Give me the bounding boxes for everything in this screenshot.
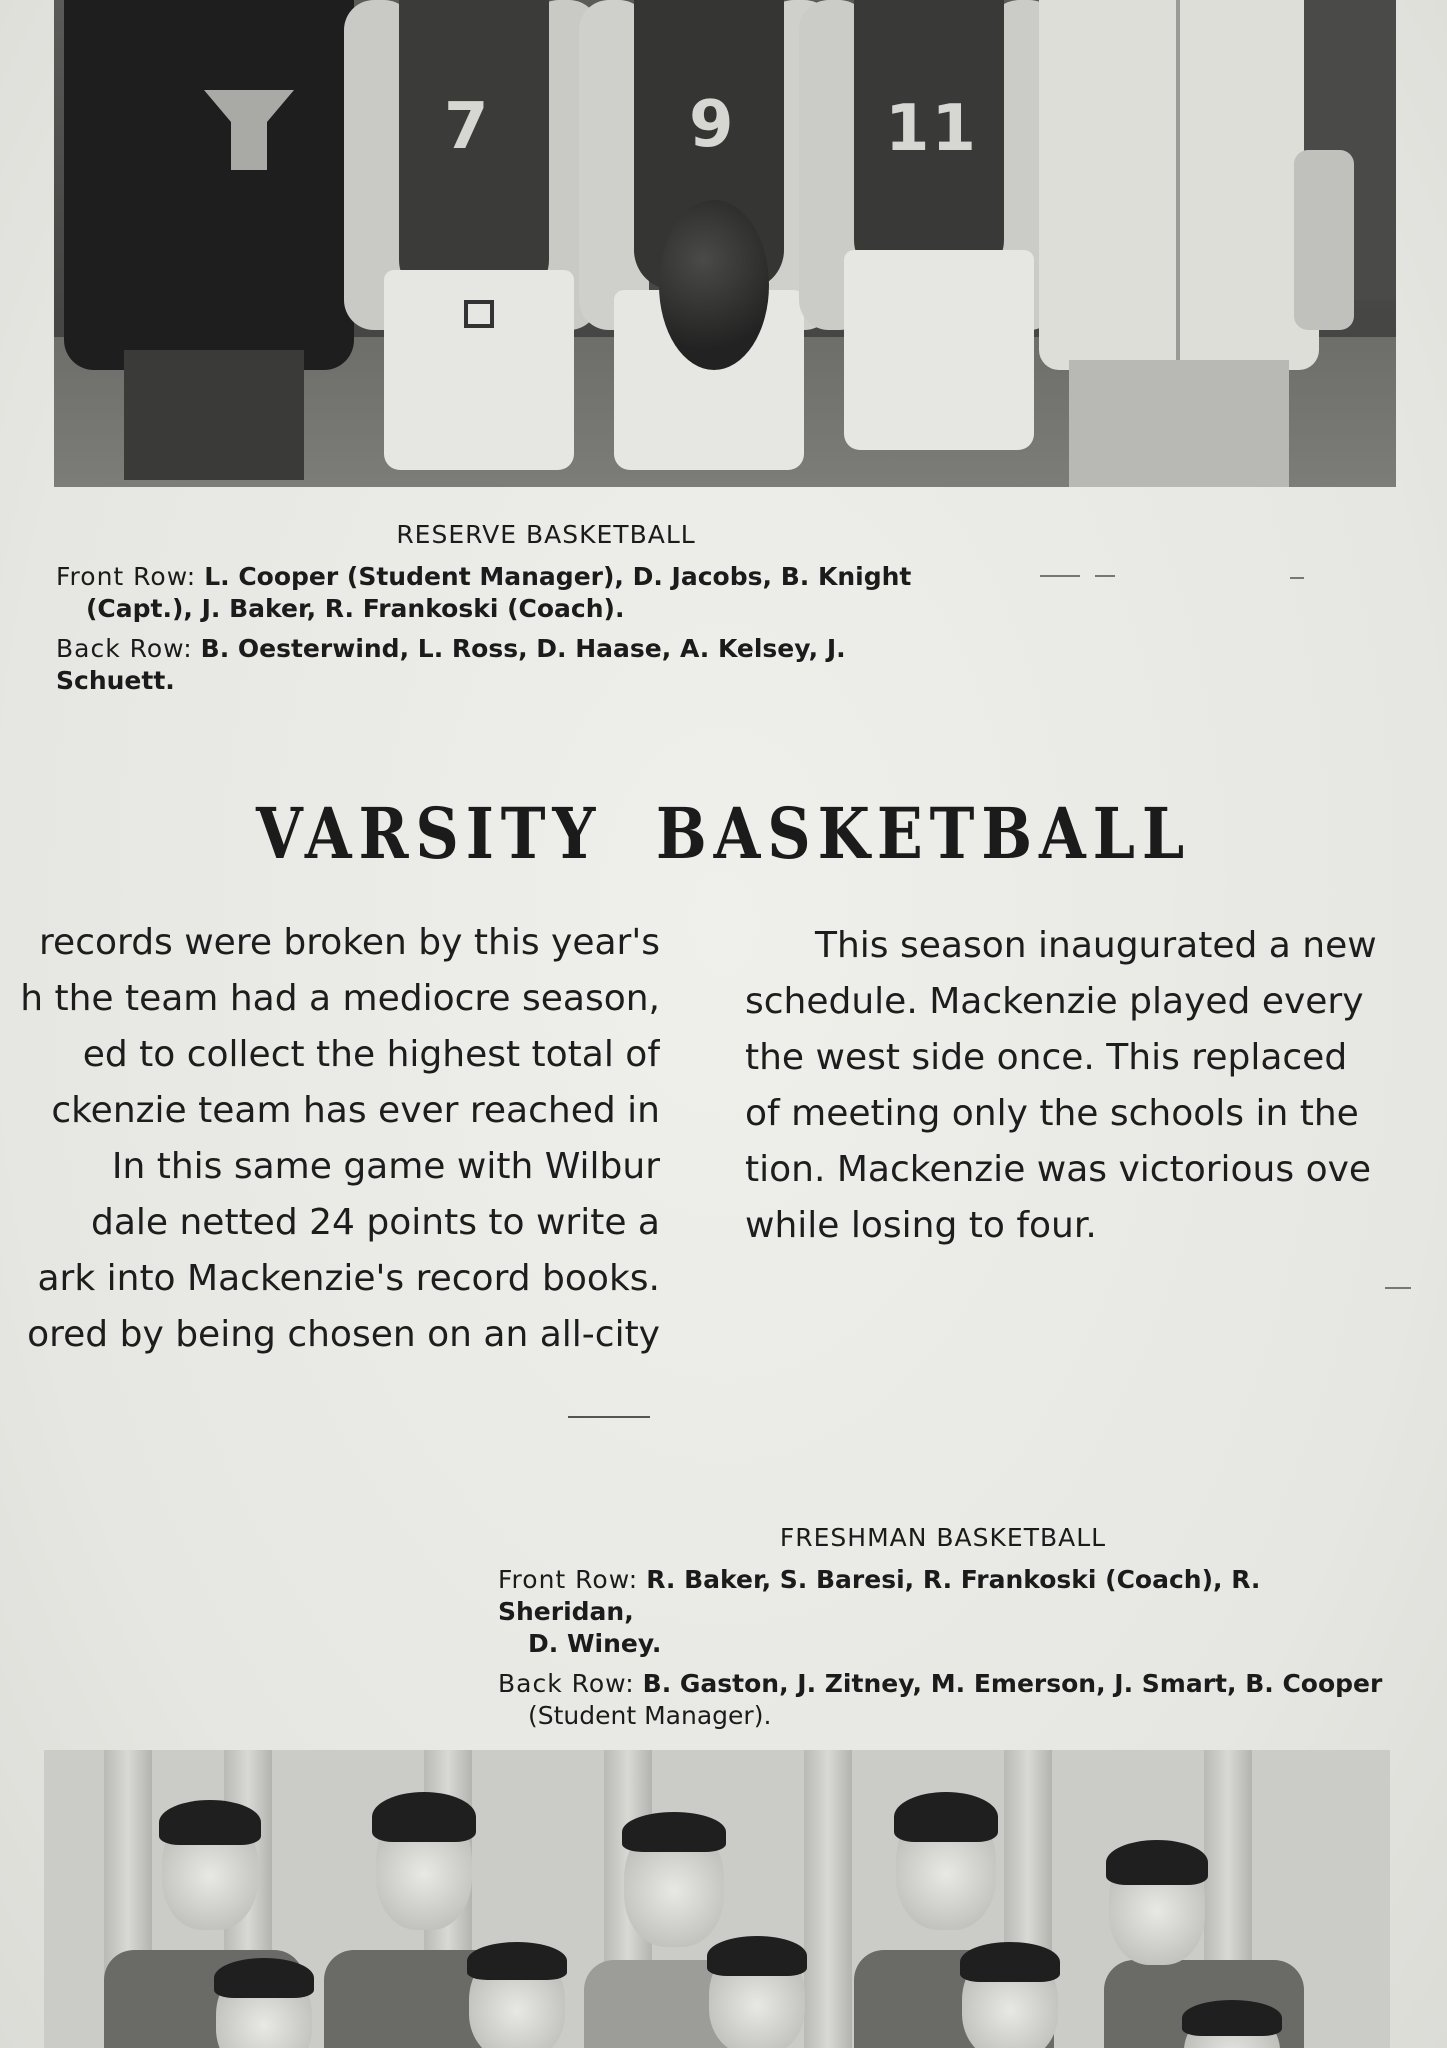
freshman-back-row: [498, 1668, 1388, 1732]
player-hair: [1182, 2000, 1282, 2036]
reserve-front-row: [56, 561, 956, 625]
reserve-team-photo: [54, 0, 1396, 487]
text-line: h the team had a mediocre season,: [20, 978, 660, 1019]
section-divider: [568, 1416, 650, 1418]
text-line: ed to collect the highest total of: [82, 1034, 660, 1075]
text-line: dale netted 24 points to write a: [90, 1202, 660, 1243]
player-partial: [1284, 0, 1396, 487]
freshman-team-photo: [44, 1750, 1390, 2048]
front-row-label: Front Row:: [56, 562, 197, 591]
text-line: of meeting only the schools in the: [745, 1093, 1359, 1134]
player-hair: [707, 1936, 807, 1976]
back-row-label: Back Row:: [56, 634, 193, 663]
front-row-label: Front Row:: [498, 1565, 639, 1594]
player-7: [344, 0, 604, 480]
jersey-number: 9: [689, 88, 736, 162]
freshman-title: FRESHMAN BASKETBALL: [779, 1523, 1107, 1552]
front-row-names-cont: D. Winey.: [528, 1629, 662, 1658]
freshman-caption: [498, 1523, 1388, 1732]
text-line: schedule. Mackenzie played every: [745, 981, 1364, 1022]
front-row-names-cont: (Capt.), J. Baker, R. Frankoski (Coach).: [86, 594, 625, 623]
section-headline: VARSITY BASKETBALL: [255, 792, 1192, 875]
text-line: tion. Mackenzie was victorious ove: [745, 1149, 1372, 1190]
text-line: ckenzie team has ever reached in: [51, 1090, 660, 1131]
right-column-text: [745, 918, 1447, 1254]
player-hair: [894, 1792, 998, 1842]
back-row-label: Back Row:: [498, 1669, 635, 1698]
jersey-number: 7: [444, 90, 491, 164]
curtain-fold: [804, 1750, 852, 2048]
basketball: [659, 200, 769, 370]
freshman-front-row: [498, 1564, 1388, 1660]
text-line: This season inaugurated a new: [815, 925, 1377, 966]
text-line: In this same game with Wilbur: [111, 1146, 660, 1187]
coach-hair: [622, 1812, 726, 1852]
back-row-names-cont: (Student Manager).: [528, 1701, 772, 1730]
text-line: ored by being chosen on an all-city: [27, 1314, 660, 1355]
text-line: records were broken by this year's: [39, 922, 660, 963]
player-hair: [1106, 1840, 1208, 1885]
text-line: while losing to four.: [745, 1205, 1097, 1246]
player-hair: [467, 1942, 567, 1980]
player-hair: [214, 1958, 314, 1998]
player-hair: [372, 1792, 476, 1842]
reserve-title: RESERVE BASKETBALL: [396, 520, 696, 549]
text-line: the west side once. This replaced: [745, 1037, 1348, 1078]
front-row-names: L. Cooper (Student Manager), D. Jacobs, B. Knight: [204, 562, 912, 591]
jersey-number: 11: [885, 92, 979, 166]
player-sweater: [64, 0, 364, 480]
player-11: [799, 0, 1059, 480]
player-9: [579, 0, 834, 480]
back-row-names: B. Gaston, J. Zitney, M. Emerson, J. Smart, B. Cooper: [642, 1669, 1383, 1698]
player-hair: [960, 1942, 1060, 1982]
left-column-text: [0, 915, 660, 1363]
text-line: ark into Mackenzie's record books.: [37, 1258, 660, 1299]
player-hair: [159, 1800, 261, 1845]
front-row-names: R. Baker, S. Baresi, R. Frankoski (Coach), R. Sheridan,: [498, 1565, 1261, 1626]
back-row-names: B. Oesterwind, L. Ross, D. Haase, A. Kelsey, J. Schuett.: [56, 634, 846, 695]
reserve-caption: [56, 520, 956, 697]
reserve-back-row: [56, 633, 956, 697]
